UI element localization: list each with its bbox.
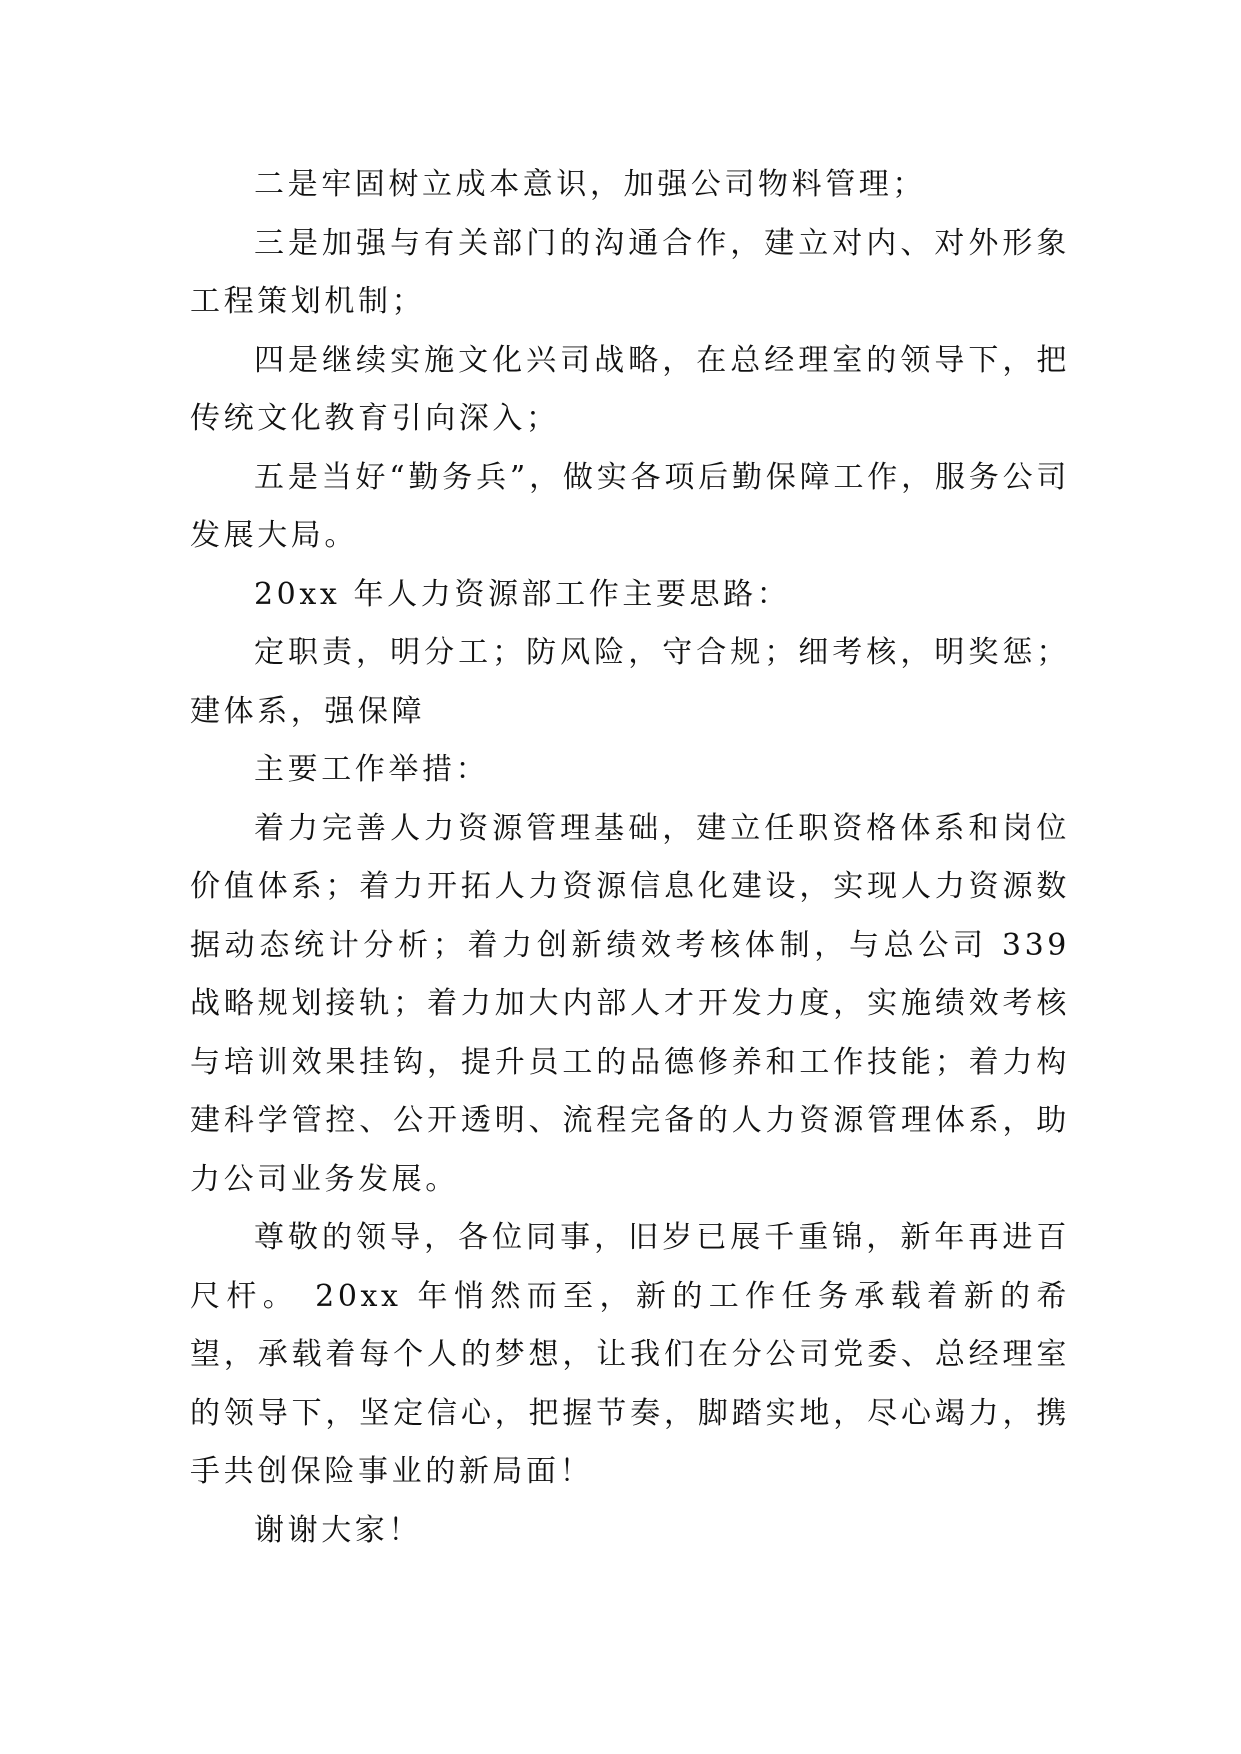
paragraph-thanks: 谢谢大家！ (254, 1512, 422, 1548)
paragraph-communication: 三是加强与有关部门的沟通合作，建立对内、对外形象工程策划机制； (190, 225, 1070, 319)
paragraph-measures: 着力完善人力资源管理基础，建立任职资格体系和岗位价值体系；着力开拓人力资源信息化建设，实现人力资源数据动态统计分析；着力创新绩效考核体制，与总公司 339 战略规划接轨；着力加大内部人才开发力度，实施绩效考核与培训效果挂钩，提升员工的品德修养和工作技能；着力构建科学管控、公开透明、流程完备的人力资源管理体系，助力公司业务发展。 (190, 810, 1070, 1197)
paragraph-culture-strategy: 四是继续实施文化兴司战略，在总经理室的领导下，把传统文化教育引向深入； (190, 342, 1070, 436)
paragraph-material-management: 二是牢固树立成本意识，加强公司物料管理； (254, 167, 926, 202)
paragraph-hr-ideas-heading: 20xx 年人力资源部工作主要思路： (254, 576, 791, 612)
paragraph-measures-heading: 主要工作举措： (254, 752, 490, 787)
paragraph-hr-ideas: 定职责，明分工；防风险，守合规；细考核，明奖惩；建体系，强保障 (190, 635, 1070, 729)
paragraph-closing: 尊敬的领导，各位同事，旧岁已展千重锦，新年再进百尺杆。 20xx 年悄然而至，新的工作任务承载着新的希望，承载着每个人的梦想，让我们在分公司党委、总经理室的领导下，坚定信心，把握节奏，脚踏实地，尽心竭力，携手共创保险事业的新局面！ (190, 1220, 1070, 1489)
document-body (190, 156, 1070, 1560)
paragraph-logistics: 五是当好“勤务兵”，做实各项后勤保障工作，服务公司发展大局。 (190, 459, 1070, 553)
